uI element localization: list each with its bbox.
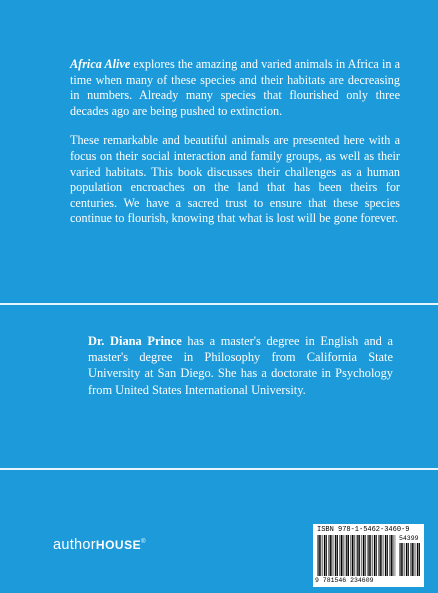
book-title: Africa Alive (70, 57, 131, 71)
barcode-addon-bars (399, 543, 420, 576)
isbn-label: ISBN 978-1-5462-3460-9 (317, 526, 410, 534)
author-bio (88, 333, 393, 398)
description-paragraph-2: These remarkable and beautiful animals are presented here with a focus on their social interaction and family groups, as well as their varied habitats. This book discusses their challenges as a human population encroaches on the land that has been theirs for centuries. We have a sacred trust to ensure that these species continue to flourish, knowing that what is lost will be gone forever. (70, 133, 400, 226)
registered-mark: ® (141, 539, 146, 546)
publisher-logo-prefix: author (53, 537, 96, 553)
author-name: Dr. Diana Prince (88, 334, 182, 348)
publisher-logo-suffix: HOUSE (95, 538, 142, 552)
price-code: 54399 (399, 535, 419, 542)
description-paragraph-1 (70, 57, 400, 119)
isbn-barcode (313, 524, 424, 587)
divider-bottom (0, 468, 438, 470)
barcode-digits: 9 781546 234609 (315, 577, 374, 584)
divider-top (0, 303, 438, 305)
description-paragraph-1-text: explores the amazing and varied animals in Africa in a time when many of these species and their habitats are decreasing in numbers. Already many species that flourished only three decades ago are being pushed to extinction. (70, 57, 401, 118)
publisher-logo (53, 537, 146, 553)
book-description (70, 57, 400, 227)
barcode-bars (317, 535, 397, 576)
author-bio-text: has a master's degree in English and a master's degree in Philosophy from California State University at San Diego. She has a doctorate in Psychology from United States International University. (88, 334, 393, 397)
